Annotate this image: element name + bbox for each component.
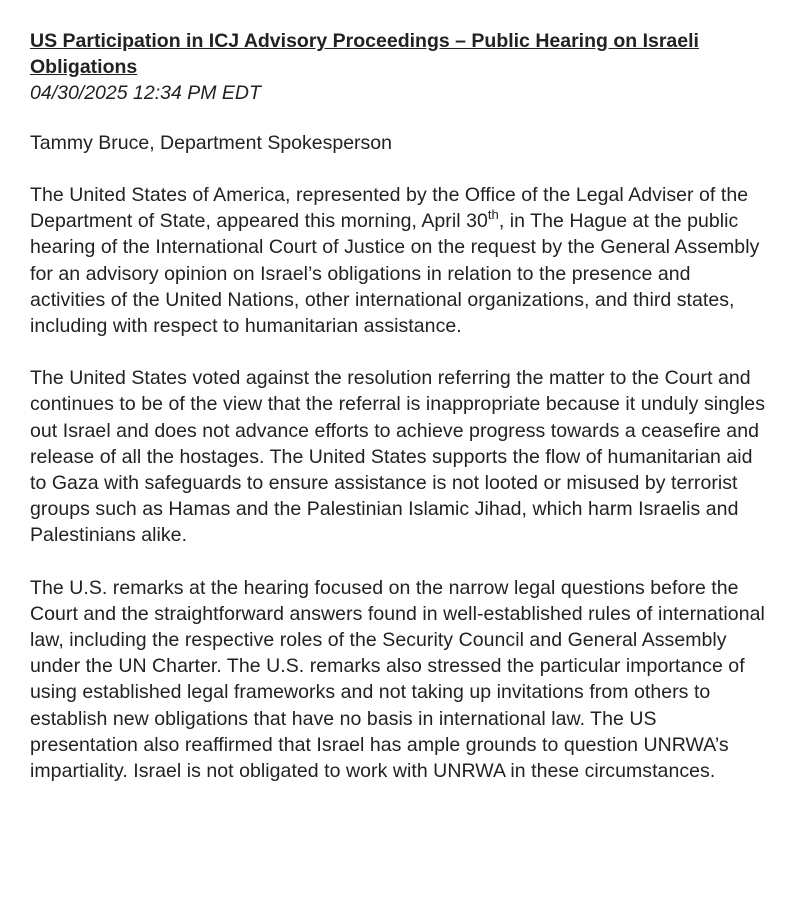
paragraph-2: The United States voted against the resolution referring the matter to the Court and continues to be of the view that the referral is inappropriate because it unduly singles out Israel and does not advance efforts to achieve progress towards a ceasefire and release of all the hostages. The United States supports the flow of humanitarian aid to Gaza with safeguards to ensure assistance is not looted or misused by terrorist groups such as Hamas and the Palestinian Islamic Jihad, which harm Israelis and Palestinians alike. [30, 367, 766, 547]
paragraph-1 [30, 182, 766, 339]
date-ordinal-suffix: th [487, 207, 499, 223]
paragraph-3: The U.S. remarks at the hearing focused on the narrow legal questions before the Court and the straightforward answers found in well-established rules of international law, including the respective roles of the Security Council and General Assembly under the UN Charter. The U.S. remarks also stressed the particular importance of using established legal frameworks and not taking up invitations from others to establish new obligations that have no basis in international law. The US presentation also reaffirmed that Israel has ample grounds to question UNRWA’s impartiality. Israel is not obligated to work with UNRWA in these circumstances. [30, 576, 765, 783]
statement-datetime: 04/30/2025 12:34 PM EDT [30, 82, 261, 104]
speaker-line: Tammy Bruce, Department Spokesperson [30, 132, 392, 154]
statement-title: US Participation in ICJ Advisory Proceedings – Public Hearing on Israeli Obligations [30, 30, 699, 78]
paragraph-1-text-start: The United States of America, represented by the Office of the Legal Adviser of the Department of State, appeared this morning, April 30 [30, 184, 749, 233]
paragraph-1-text-end: , in The Hague at the public hearing of the International Court of Justice on the request by the General Assembly for an advisory opinion on Israel’s obligations in relation to the presence and activities of the United Nations, other international organizations, and third states, including with respect to humanitarian assistance. [30, 210, 760, 338]
